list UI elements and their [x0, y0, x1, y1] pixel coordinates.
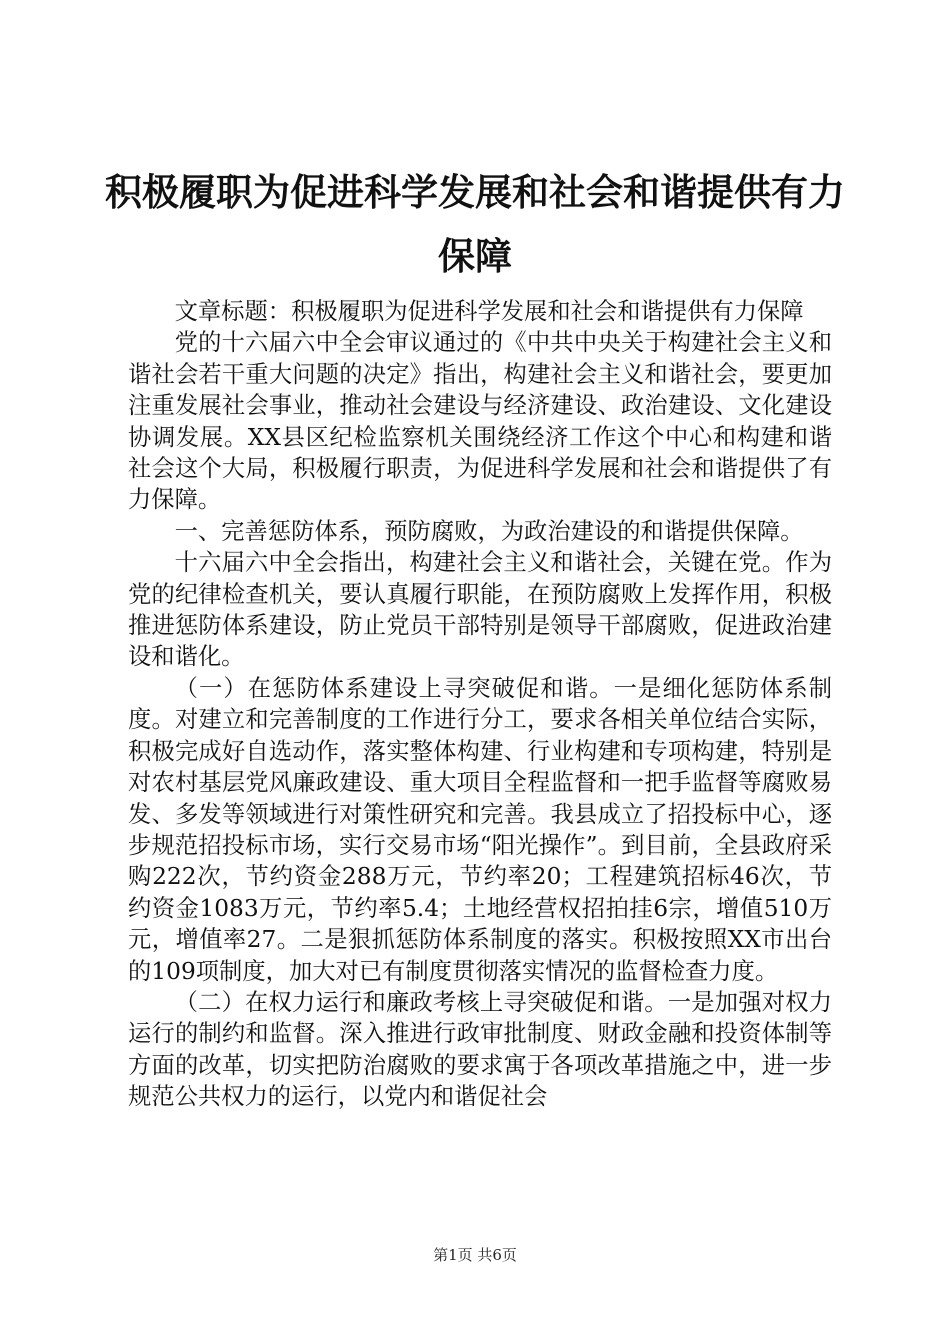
section-heading-1: 一、完善惩防体系，预防腐败，为政治建设的和谐提供保障。	[174, 517, 804, 545]
paragraph-intro: 党的十六届六中全会审议通过的《中共中央关于构建社会主义和谐社会若干重大问题的决定》指出，构建社会主义和谐社会，要更加注重发展社会事业，推动社会建设与经济建设、政治建设、文化建设协调发展。XX县区纪检监察机关围绕经济工作这个中心和构建和谐社会这个大局，积极履行职责，为促进科学发展和社会和谐提供了有力保障。	[128, 329, 832, 514]
paragraph-article-title: 文章标题：积极履职为促进科学发展和社会和谐提供有力保障	[174, 298, 804, 325]
paragraph-subsection-2: （二）在权力运行和廉政考核上寻突破促和谐。一是加强对权力运行的制约和监督。深入推进行政审批制度、财政金融和投资体制等方面的改革，切实把防治腐败的要求寓于各项改革措施之中，进一步规范公共权力的运行，以党内和谐促社会	[128, 988, 832, 1111]
page-footer: 第1页 共6页	[433, 1246, 517, 1264]
paragraph-subsection-1: （一）在惩防体系建设上寻突破促和谐。一是细化惩防体系制度。对建立和完善制度的工作进行分工，要求各相关单位结合实际，积极完成好自选动作，落实整体构建、行业构建和专项构建，特别是对农村基层党风廉政建设、重大项目全程监督和一把手监督等腐败易发、多发等领域进行对策性研究和完善。我县成立了招投标中心，逐步规范招投标市场，实行交易市场“阳光操作”。到目前，全县政府采购222次，节约资金288万元，节约率20；工程建筑招标46次，节约资金1083万元，节约率5.4；土地经营权招拍挂6宗，增值510万元，增值率27。二是狠抓惩防体系制度的落实。积极按照XX市出台的109项制度，加大对已有制度贯彻落实情况的监督检查力度。	[128, 674, 832, 985]
paragraph-section-1: 十六届六中全会指出，构建社会主义和谐社会，关键在党。作为党的纪律检查机关，要认真履行职能，在预防腐败上发挥作用，积极推进惩防体系建设，防止党员干部特别是领导干部腐败，促进政治建设和谐化。	[128, 549, 832, 671]
document-body	[128, 296, 832, 1113]
document-title: 积极履职为促进科学发展和社会和谐提供有力保障	[105, 170, 845, 278]
